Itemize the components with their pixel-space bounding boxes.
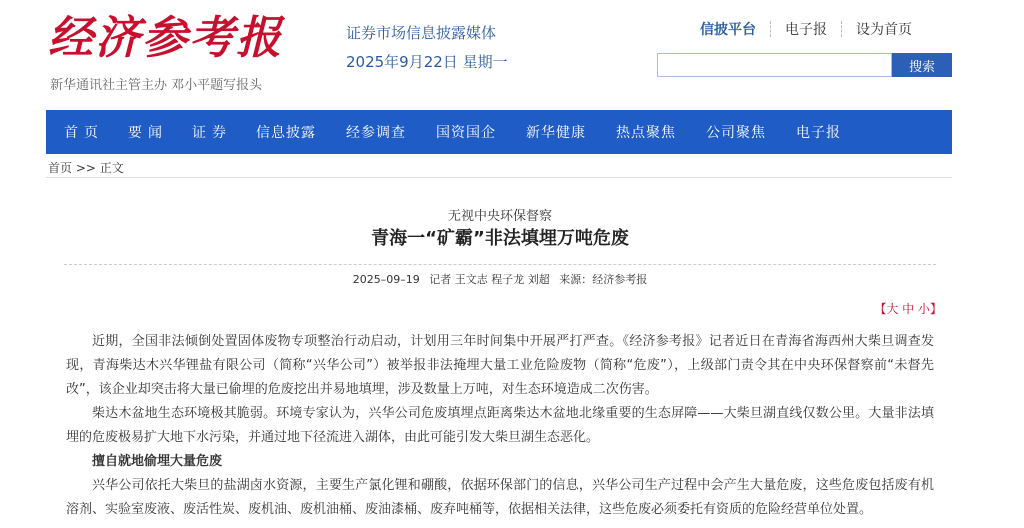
nav-item-securities[interactable]: 证券 bbox=[192, 125, 232, 141]
logo-text: 经济参考报 bbox=[48, 11, 284, 64]
slogan: 证券市场信息披露媒体 bbox=[346, 24, 497, 42]
tagline: 新华通讯社主管主办 邓小平题写报头 bbox=[50, 78, 263, 93]
breadcrumb-text[interactable]: 首页 >> 正文 bbox=[48, 161, 124, 175]
article-paragraph: 近期，全国非法倾倒处置固体废物专项整治行动启动，计划用三年时间集中开展严打严查。《经济参考报》记者近日在青海省海西州大柴旦调查发现，青海柴达木兴华锂盐有限公司（简称“兴华公司”）被举报非法掩埋大量工业危险废物（简称“危废”），上级部门责令其在中央环保督察前“未督先改”，该企业却突击将大量已偷埋的危废挖出并易地填埋，涉及数量上万吨，对生态环境造成二次伤害。 bbox=[66, 334, 934, 397]
nav-item-investigation[interactable]: 经参调查 bbox=[346, 125, 406, 141]
article-title: 青海一“矿霸”非法填埋万吨危废 bbox=[371, 228, 629, 249]
article-meta bbox=[0, 271, 1000, 287]
article-reporters: 记者 王文志 程子龙 刘超 bbox=[429, 273, 550, 286]
nav-item-headlines[interactable]: 要闻 bbox=[128, 125, 168, 141]
breadcrumb bbox=[46, 158, 952, 178]
nav-item-e-paper[interactable]: 电子报 bbox=[796, 125, 841, 141]
nav-item-company-focus[interactable]: 公司聚焦 bbox=[706, 125, 766, 141]
top-links bbox=[686, 19, 926, 39]
article-source: 来源：经济参考报 bbox=[559, 273, 648, 286]
newspaper-logo[interactable] bbox=[48, 6, 288, 70]
search-input[interactable] bbox=[657, 53, 892, 77]
article-date: 2025–09–19 bbox=[352, 273, 420, 286]
title-divider bbox=[64, 264, 936, 265]
article-paragraph: 兴华公司依托大柴旦的盐湖卤水资源，主要生产氯化锂和硼酸，依据环保部门的信息，兴华公司生产过程中会产生大量危废，这些危废包括废有机溶剂、实验室废液、废活性炭、废机油、废机油桶、废油漆桶、废弃吨桶等，依据相关法律，这些危废必须委托有资质的危险经营单位处置。 bbox=[66, 478, 934, 517]
toplink-e-paper[interactable]: 电子报 bbox=[785, 22, 827, 38]
search-box bbox=[657, 53, 952, 77]
article-subtitle: 无视中央环保督察 bbox=[447, 209, 552, 224]
current-date: 2025年9月22日 星期一 bbox=[346, 53, 508, 71]
nav-item-disclosure[interactable]: 信息披露 bbox=[256, 125, 316, 141]
nav-item-health[interactable]: 新华健康 bbox=[526, 125, 586, 141]
toplink-set-homepage[interactable]: 设为首页 bbox=[856, 22, 912, 38]
toplink-disclosure-platform[interactable]: 信披平台 bbox=[700, 22, 756, 38]
main-nav bbox=[46, 110, 952, 154]
article-paragraph: 柴达木盆地生态环境极其脆弱。环境专家认为，兴华公司危废填埋点距离柴达木盆地北缘重要的生态屏障——大柴旦湖直线仅数公里。大量非法填埋的危废极易扩大地下水污染，并通过地下径流进入湖体，由此可能引发大柴旦湖生态恶化。 bbox=[66, 406, 934, 445]
nav-item-soe[interactable]: 国资国企 bbox=[436, 125, 496, 141]
article-body bbox=[66, 330, 934, 522]
font-size-controls[interactable] bbox=[874, 300, 942, 317]
nav-item-hot-topics[interactable]: 热点聚焦 bbox=[616, 125, 676, 141]
section-heading: 擅自就地偷埋大量危废 bbox=[92, 454, 223, 469]
search-button[interactable]: 搜索 bbox=[892, 53, 952, 77]
font-size-control-text[interactable]: 【大 中 小】 bbox=[874, 302, 942, 316]
nav-item-home[interactable]: 首页 bbox=[64, 125, 104, 141]
